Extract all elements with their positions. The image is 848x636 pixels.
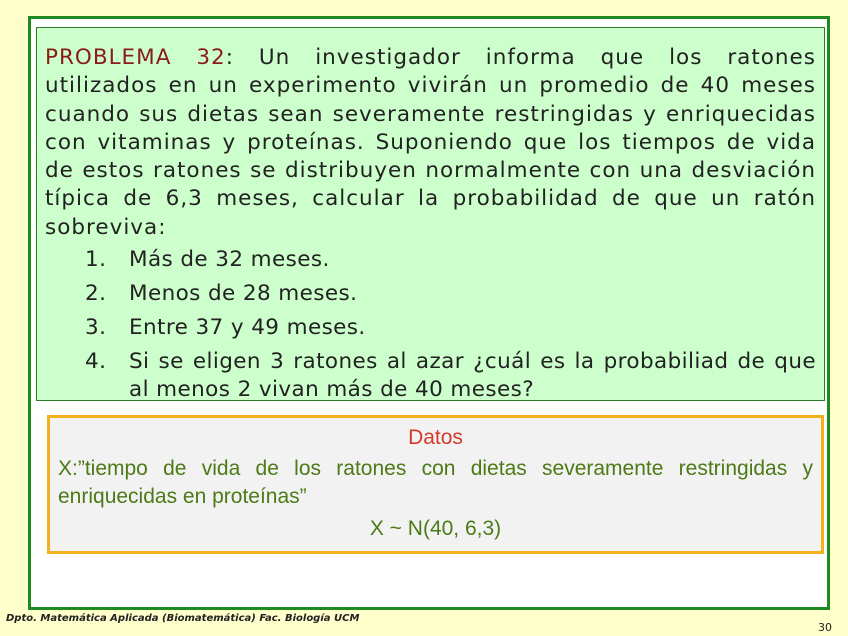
- footer-credit: Dpto. Matemática Aplicada (Biomatemática) Fac. Biología UCM: [6, 613, 360, 624]
- problem-box: [36, 27, 825, 401]
- datos-title: Datos: [408, 426, 463, 449]
- question-number: 2.: [85, 281, 107, 307]
- problem-statement: [45, 44, 816, 242]
- question-text: Más de 32 meses.: [129, 247, 330, 273]
- question-item: [85, 246, 816, 274]
- problem-label: PROBLEMA 32: [45, 45, 226, 70]
- page-number: 30: [818, 621, 832, 634]
- question-item: [85, 314, 816, 342]
- question-text: Menos de 28 meses.: [129, 281, 358, 307]
- question-item: [85, 348, 816, 404]
- question-number: 3.: [85, 315, 107, 341]
- question-number: 1.: [85, 247, 107, 273]
- datos-formula: X ~ N(40, 6,3): [369, 517, 502, 540]
- question-list: [45, 246, 816, 404]
- problem-text: : Un investigador informa que los ratones utilizados en un experimento vivirán un promedio de 40 meses cuando sus dietas sean severamente restringidas y enriquecidas con vitaminas y proteínas. Suponiendo que los tiempos de vida de estos ratones se distribuyen normalmente con una desviación típica de 6,3 meses, calcular la probabilidad de que un ratón sobreviva:: [45, 45, 816, 240]
- datos-definition: X:”tiempo de vida de los ratones con dietas severamente restringidas y enriquecidas en proteínas”: [58, 457, 813, 508]
- question-number: 4.: [85, 349, 107, 375]
- question-text: Entre 37 y 49 meses.: [129, 315, 366, 341]
- slide-frame: [28, 16, 830, 610]
- question-text: Si se eligen 3 ratones al azar ¿cuál es la probabiliad de que al menos 2 vivan más de 40 meses?: [129, 349, 816, 403]
- question-item: [85, 280, 816, 308]
- datos-box: [47, 415, 824, 554]
